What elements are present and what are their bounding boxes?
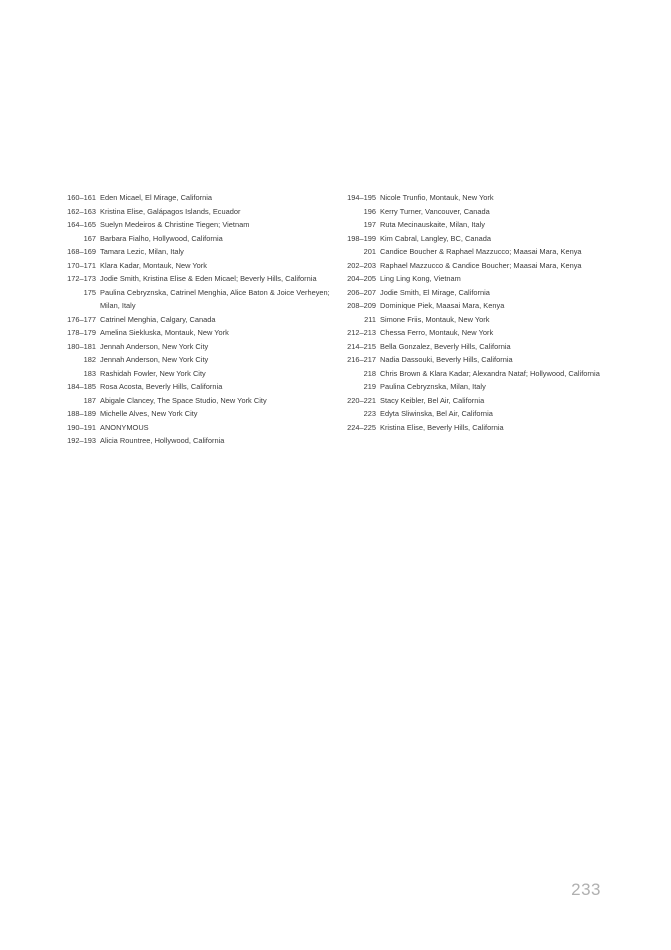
credit-entry [320,367,620,381]
credit-text: Jodie Smith, El Mirage, California [380,287,490,297]
page-range: 188–189 [67,409,96,418]
credit-entry [320,313,620,327]
credit-entry [40,259,340,273]
credit-entry [320,421,620,435]
credit-text: Paulina Cebryznska, Catrinel Menghia, Alice Baton & Joice Verheyen; Milan, Italy [100,287,330,310]
credit-text: Ling Ling Kong, Vietnam [380,274,461,283]
credit-entry [320,272,620,286]
credit-text: Kim Cabral, Langley, BC, Canada [380,233,491,243]
credit-entry [40,380,340,394]
page-range: 164–165 [67,220,96,229]
credit-entry [40,353,340,367]
credit-entry [320,326,620,340]
page-range: 198–199 [347,233,376,243]
page-number: 233 [571,880,601,899]
page-range: 178–179 [67,328,96,337]
credit-text: Catrinel Menghia, Calgary, Canada [100,314,216,324]
page-range: 187 [83,395,96,405]
credit-entry [320,259,620,273]
credit-text: Kristina Elise, Beverly Hills, California [380,422,504,432]
credit-text: Candice Boucher & Raphael Mazzucco; Maasai Mara, Kenya [380,247,582,256]
credit-entry [40,232,340,246]
credit-entry [40,245,340,259]
credit-text: Edyta Sliwinska, Bel Air, California [380,409,493,418]
credit-entry [40,340,340,354]
credit-text: Bella Gonzalez, Beverly Hills, California [380,341,511,351]
credit-text: Chris Brown & Klara Kadar; Alexandra Nataf; Hollywood, California [380,368,600,378]
credit-entry [40,326,340,340]
credit-text: Klara Kadar, Montauk, New York [100,260,208,270]
page-range: 206–207 [347,287,376,297]
page-range: 182 [83,355,96,364]
page-range: 197 [363,220,376,229]
page-range: 208–209 [347,301,376,310]
credit-entry [320,380,620,394]
credit-entry [40,272,340,286]
credit-text: Kerry Turner, Vancouver, Canada [380,206,490,216]
credit-entry [320,353,620,367]
page-range: 184–185 [67,382,96,391]
credit-entry [320,394,620,408]
credit-text: Jennah Anderson, New York City [100,341,209,351]
credit-text: Raphael Mazzucco & Candice Boucher; Maasai Mara, Kenya [380,260,582,270]
page-range: 160–161 [67,193,96,202]
credit-entry [40,367,340,381]
credit-text: Jodie Smith, Kristina Elise & Eden Micael; Beverly Hills, California [100,274,317,283]
credit-entry [320,232,620,246]
page-range: 223 [363,409,376,418]
credit-entry [40,205,340,219]
credit-entry [40,218,340,232]
page-range: 218 [363,368,376,378]
credit-entry [40,313,340,327]
credit-entry [40,286,340,313]
credit-entry [40,421,340,435]
page-range: 175 [83,287,96,297]
credit-text: Tamara Lezic, Milan, Italy [100,247,184,256]
page-range: 170–171 [67,260,96,270]
credit-text: Eden Micael, El Mirage, California [100,193,212,202]
credit-text: Chessa Ferro, Montauk, New York [380,328,494,337]
credit-entry [40,434,340,448]
page-range: 162–163 [67,206,96,216]
page-range: 183 [83,368,96,378]
page-range: 196 [363,206,376,216]
page-range: 211 [364,314,376,324]
credit-text: Alicia Rountree, Hollywood, California [100,436,225,445]
credit-entry [320,205,620,219]
page-range: 214–215 [347,341,376,351]
page-range: 202–203 [347,260,376,270]
credit-text: Dominique Piek, Maasai Mara, Kenya [380,301,505,310]
credit-entry [320,286,620,300]
credit-entry [40,394,340,408]
credit-entry [320,218,620,232]
credits-column-left [40,191,340,448]
page-range: 220–221 [347,395,376,405]
page-range: 216–217 [347,355,376,364]
credit-text: Nadia Dassouki, Beverly Hills, California [380,355,513,364]
page-range: 219 [363,382,376,391]
page-range: 224–225 [347,422,376,432]
page-range: 172–173 [67,274,96,283]
credit-text: Michelle Alves, New York City [100,409,198,418]
credit-text: Amelina Siekluska, Montauk, New York [100,328,229,337]
credit-entry [40,407,340,421]
page-range: 204–205 [347,274,376,283]
credit-text: ANONYMOUS [100,422,149,432]
page-range: 192–193 [67,436,96,445]
credit-entry [320,340,620,354]
page-range: 167 [83,233,96,243]
credit-text: Paulina Cebryznska, Milan, Italy [380,382,486,391]
credit-entry [40,191,340,205]
credit-text: Rashidah Fowler, New York City [100,368,206,378]
page-range: 168–169 [67,247,96,256]
credit-text: Simone Friis, Montauk, New York [380,314,490,324]
credit-text: Nicole Trunfio, Montauk, New York [380,193,494,202]
page-range: 190–191 [67,422,96,432]
page-range: 176–177 [67,314,96,324]
page-range: 201 [363,247,376,256]
credit-entry [320,299,620,313]
credit-entry [320,245,620,259]
credit-text: Abigale Clancey, The Space Studio, New York City [100,395,267,405]
page-range: 180–181 [67,341,96,351]
credit-text: Barbara Fialho, Hollywood, California [100,233,223,243]
credit-text: Stacy Keibler, Bel Air, California [380,395,485,405]
credit-text: Rosa Acosta, Beverly Hills, California [100,382,223,391]
credit-text: Suelyn Medeiros & Christine Tiegen; Vietnam [100,220,250,229]
credit-text: Ruta Mecinauskaite, Milan, Italy [380,220,485,229]
credit-text: Kristina Elise, Galápagos Islands, Ecuador [100,206,241,216]
credit-entry [320,407,620,421]
page-range: 212–213 [347,328,376,337]
credit-text: Jennah Anderson, New York City [100,355,209,364]
page-range: 194–195 [347,193,376,202]
credit-entry [320,191,620,205]
credits-column-right [320,191,620,434]
